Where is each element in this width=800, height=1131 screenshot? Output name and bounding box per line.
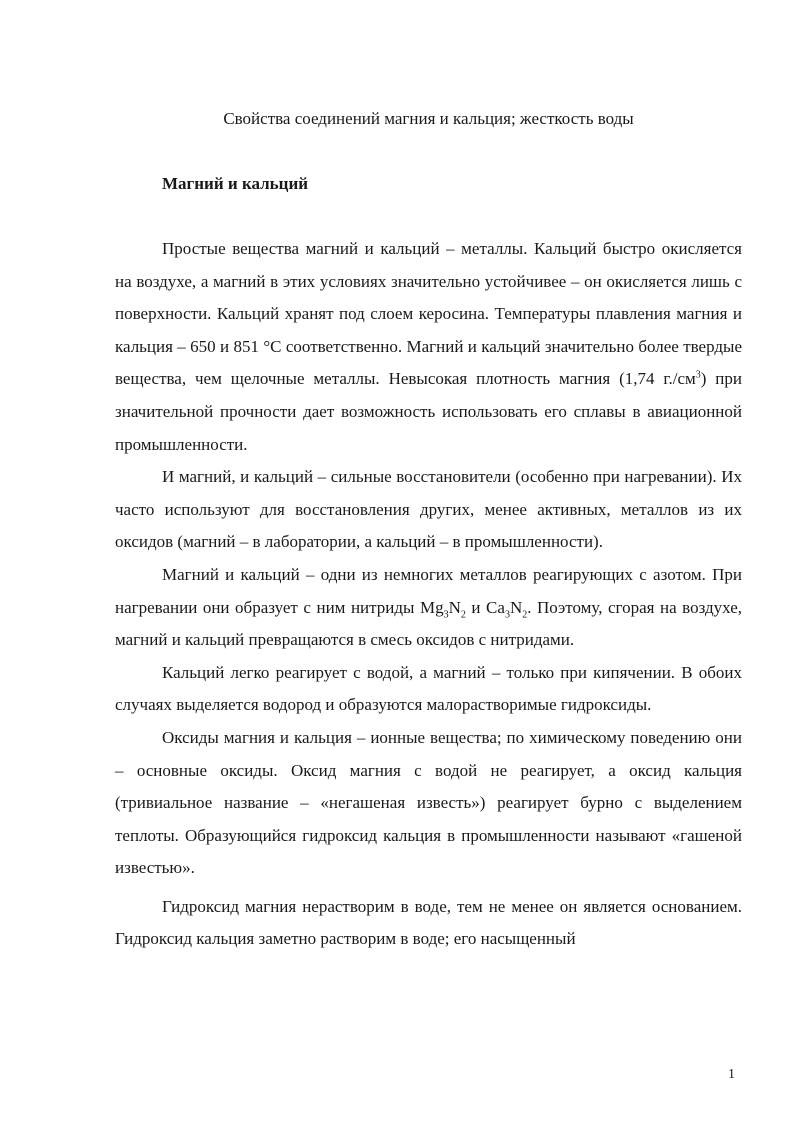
subscript-n-2: 2 xyxy=(460,608,466,620)
paragraph-1 xyxy=(115,233,742,461)
paragraph-3-text-d: N xyxy=(509,597,523,617)
superscript-cube: 3 xyxy=(695,369,701,381)
paragraph-5: Оксиды магния и кальция – ионные вещества; по химическому поведению они – основные оксиды. Оксид магния с водой не реагирует, а оксид кальция (тривиальное название – «негашеная известь») реагирует бурно с выделением теплоты. Образующийся гидроксид кальция в промышленности называют «гашеной известью». xyxy=(115,727,742,878)
paragraph-6: Гидроксид магния нерастворим в воде, тем не менее он является основанием. Гидроксид кальция заметно растворим в воде; его насыщенный xyxy=(115,896,742,949)
page-number: 1 xyxy=(728,1067,735,1082)
paragraph-2: И магний, и кальций – сильные восстановители (особенно при нагревании). Их часто используют для восстановления других, менее активных, металлов из их оксидов (магний – в лаборатории, а кальций – в промышленности). xyxy=(115,467,742,552)
subscript-ca-3: 3 xyxy=(504,608,510,620)
paragraph-1-text-a: Простые вещества магний и кальций – металлы. Кальций быстро окисляется на воздухе, а магний в этих условиях значительно устойчивее – он окисляется лишь с поверхности. Кальций хранят под слоем керосина. Температуры плавления магния и кальция – 650 и 851 °С соответственно. Магний и кальций значительно более твердые вещества, чем щелочные металлы. Невысокая плотность магния (1,74 г./см xyxy=(115,239,742,389)
paragraph-3-text-b: N xyxy=(448,597,461,617)
subscript-mg-3: 3 xyxy=(443,608,449,620)
section-heading: Магний и кальций xyxy=(162,174,309,193)
paragraph-4: Кальций легко реагирует с водой, а магний – только при кипячении. В обоих случаях выделяется водород и образуются малорастворимые гидроксиды. xyxy=(115,662,742,715)
paragraph-3-text-c: и Ca xyxy=(465,597,505,617)
paragraph-1-text-b: ) при значительной прочности дает возможность использовать его сплавы в авиационной промышленности. xyxy=(115,369,742,454)
body-text xyxy=(115,233,742,956)
paragraph-3 xyxy=(115,559,742,657)
document-title: Свойства соединений магния и кальция; жесткость воды xyxy=(223,109,634,128)
paragraph-3-text-e: . Поэтому, сгорая на воздухе, магний и кальций превращаются в смесь оксидов с нитридами. xyxy=(115,597,742,650)
paragraph-3-text-a: Магний и кальций – одни из немногих металлов реагирующих с азотом. При нагревании они образует с ним нитриды Mg xyxy=(115,564,742,617)
subscript-n-2b: 2 xyxy=(522,608,528,620)
